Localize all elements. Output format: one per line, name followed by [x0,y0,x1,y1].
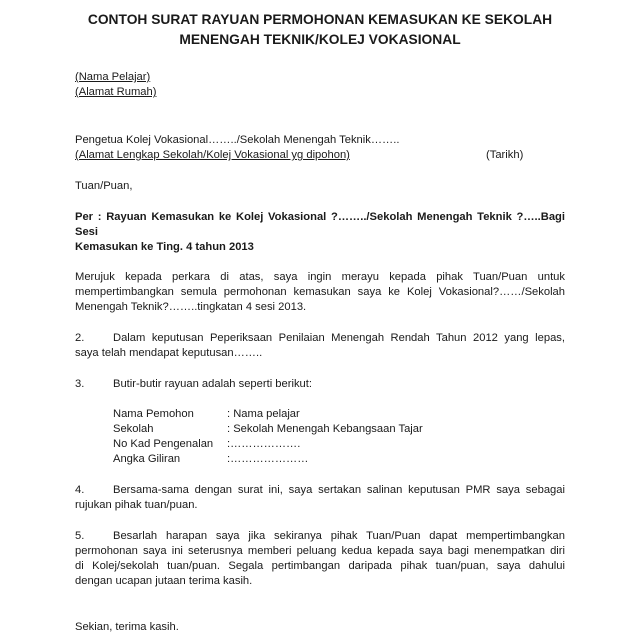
sender-block [75,70,565,100]
para2-text-1: Dalam keputusan Peperiksaan Penilaian Menengah Rendah Tahun 2012 yang lepas, [113,332,565,344]
subject-line-2: Kemasukan ke Ting. 4 tahun 2013 [75,241,254,253]
detail-value: : Sekolah Menengah Kebangsaan Tajar [227,423,423,435]
detail-value: : Nama pelajar [227,408,300,420]
para2-line-1 [75,331,565,346]
recipient-line-1: Pengetua Kolej Vokasional……../Sekolah Menengah Teknik…….. [75,134,400,146]
detail-label: Nama Pemohon [113,408,194,420]
subject-block [75,210,565,255]
para3-number: 3. [75,378,85,390]
closing-line: Sekian, terima kasih. [75,621,179,633]
para4-line-2: rujukan pihak tuan/puan. [75,499,198,511]
paragraph-2 [75,331,565,361]
title-line-2: MENENGAH TEKNIK/KOLEJ VOKASIONAL [179,32,461,47]
para4-text-1: Bersama-sama dengan surat ini, saya sertakan salinan keputusan PMR saya sebagai [113,484,565,496]
para5-text-1: Besarlah harapan saya jika sekiranya pihak Tuan/Puan dapat mempertimbangkan [113,530,565,542]
detail-value: :………………… [227,453,309,465]
details-list [113,407,513,467]
para5-line-2: permohonan saya ini seterusnya memberi peluang kedua kepada saya bagi menempatkan diri [75,545,565,557]
detail-value: :………………. [227,438,301,450]
detail-label: Sekolah [113,423,154,435]
document-title [60,10,580,50]
intro-line-2: mempertimbangkan semula permohonan kemasukan saya ke Kolej Vokasional?……/Sekolah [75,286,565,298]
paragraph-5 [75,529,565,589]
title-line-1: CONTOH SURAT RAYUAN PERMOHONAN KEMASUKAN KE SEKOLAH [87,12,553,27]
intro-line-3: Menengah Teknik?……..tingkatan 4 sesi 2013. [75,301,307,313]
recipient-address: (Alamat Lengkap Sekolah/Kolej Vokasional yg dipohon) [75,149,350,161]
sender-name: (Nama Pelajar) [75,71,151,83]
detail-label: Angka Giliran [113,453,181,465]
intro-line-1: Merujuk kepada perkara di atas, saya ingin merayu kepada pihak Tuan/Puan untuk [75,271,565,283]
para5-line-3: di Kolej/sekolah tuan/puan. Segala pertimbangan daripada pihak tuan/puan, saya dahului [75,560,565,572]
subject-line-1: Per : Rayuan Kemasukan ke Kolej Vokasional ?……../Sekolah Menengah Teknik ?…..Bagi Sesi [75,211,565,238]
para3-line-1 [75,377,565,392]
para4-number: 4. [75,484,85,496]
detail-label: No Kad Pengenalan [113,438,214,450]
detail-row [113,422,513,437]
detail-row [113,407,513,422]
para2-line-2: saya telah mendapat keputusan…….. [75,347,263,359]
salutation: Tuan/Puan, [75,180,133,192]
para5-line-4: dengan ucapan jutaan terima kasih. [75,575,253,587]
para5-line-1 [75,529,565,544]
para3-text-1: Butir-butir rayuan adalah seperti berikut: [113,378,312,390]
detail-row [113,452,513,467]
para5-number: 5. [75,530,85,542]
sender-address: (Alamat Rumah) [75,86,157,98]
letter-date: (Tarikh) [486,149,524,161]
paragraph-3 [75,377,565,392]
detail-row [113,437,513,452]
paragraph-4 [75,483,565,513]
para2-number: 2. [75,332,85,344]
intro-paragraph [75,270,565,315]
para4-line-1 [75,483,565,498]
